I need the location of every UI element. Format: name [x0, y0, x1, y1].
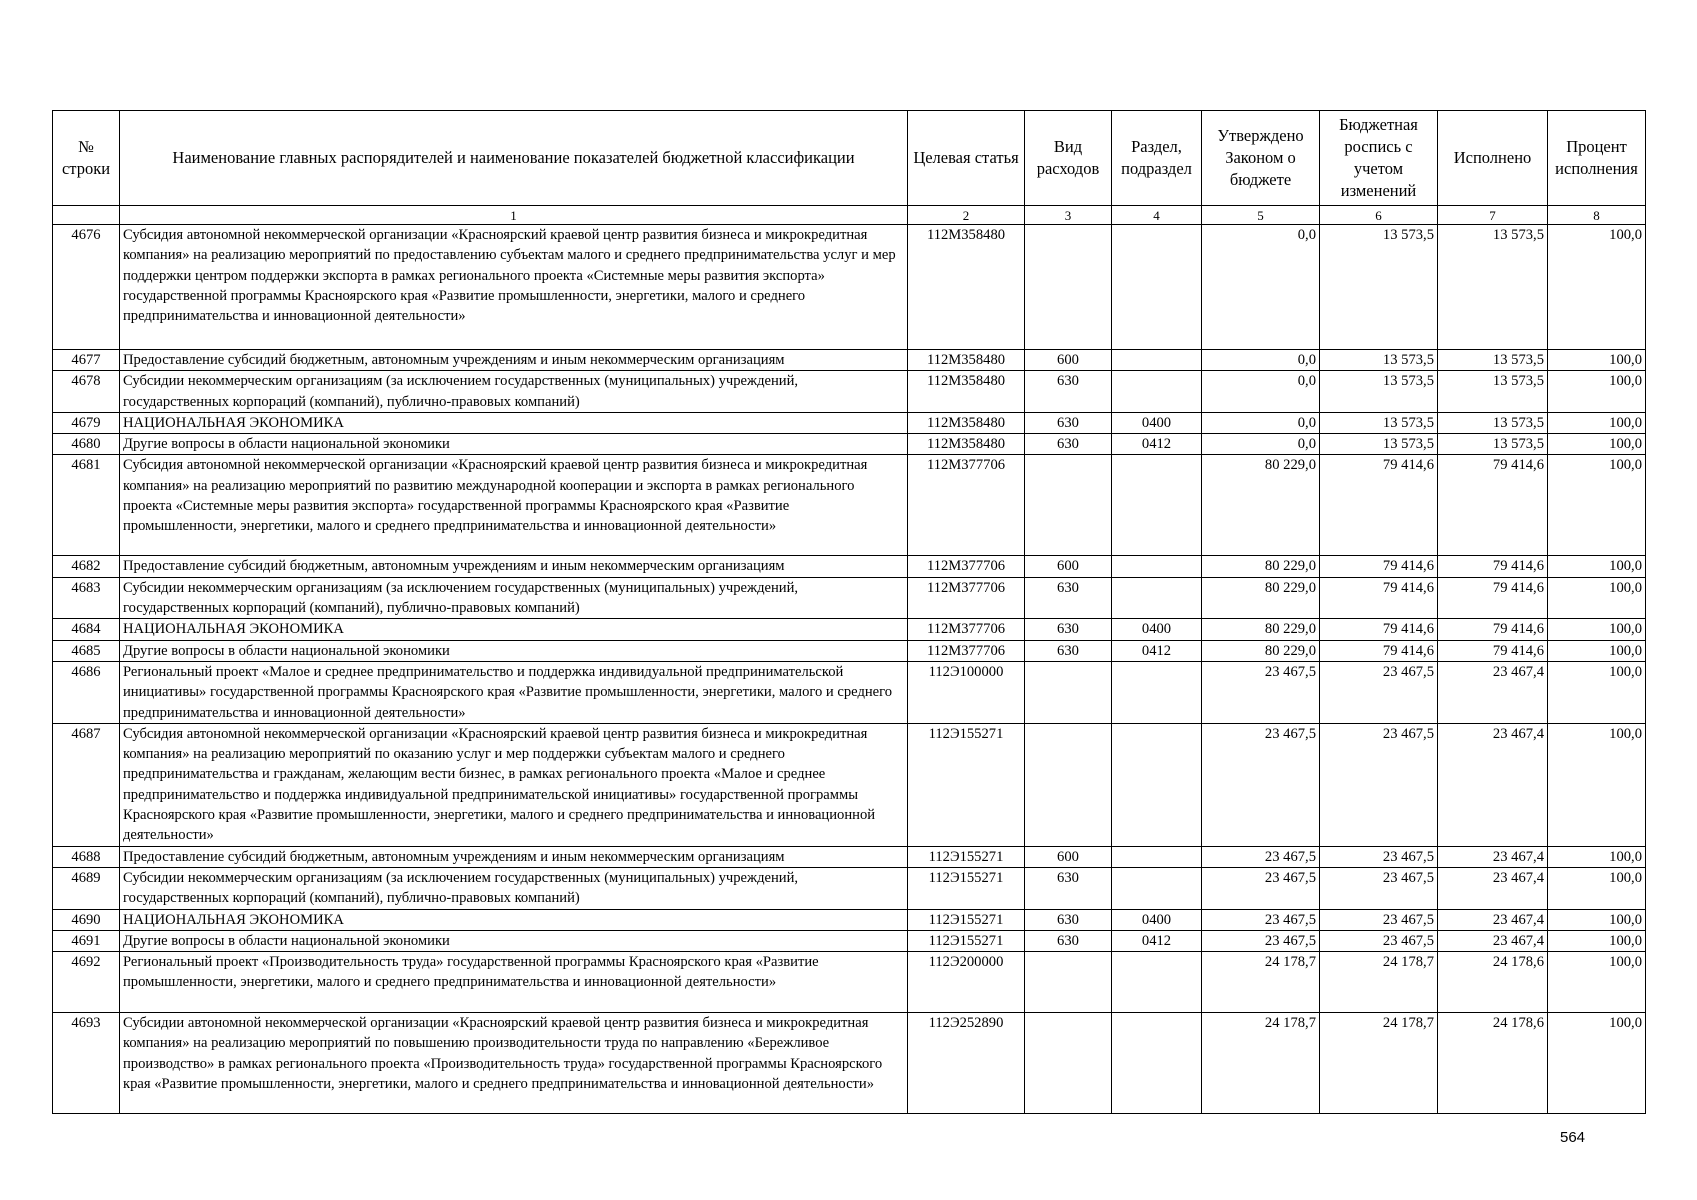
- row-name-cell: Другие вопросы в области национальной экономики: [120, 640, 908, 661]
- table-row: [53, 952, 1646, 1013]
- executed-cell: 23 467,4: [1438, 930, 1548, 951]
- approved-cell: 24 178,7: [1202, 952, 1320, 1013]
- header-name: Наименование главных распорядителей и наименование показателей бюджетной классификации: [120, 111, 908, 206]
- header-section: Раздел, подраздел: [1112, 111, 1202, 206]
- row-number-cell: 4679: [53, 412, 120, 433]
- expense-type-cell: 630: [1025, 619, 1112, 640]
- approved-cell: 80 229,0: [1202, 577, 1320, 619]
- executed-cell: 79 414,6: [1438, 556, 1548, 577]
- page-number: 564: [1560, 1129, 1586, 1146]
- budget-schedule-cell: 23 467,5: [1320, 723, 1438, 846]
- row-name-cell: Субсидия автономной некоммерческой организации «Красноярский краевой центр развития бизнеса и микрокредитная компания» на реализацию мероприятий по развитию международной кооперации и экспорта в рамках регионального проекта «Системные меры развития экспорта» государственной программы Красноярского края «Развитие промышленности, энергетики, малого и среднего предпринимательства и инновационной деятельности»: [120, 455, 908, 556]
- target-article-cell: 112M377706: [908, 640, 1025, 661]
- table-row: [53, 434, 1646, 455]
- percent-cell: 100,0: [1548, 846, 1646, 867]
- row-name-cell: Региональный проект «Малое и среднее предпринимательство и поддержка индивидуальной предпринимательской инициативы» государственной программы Красноярского края «Развитие промышленности, энергетики, малого и среднего предпринимательства и инновационной деятельности»: [120, 661, 908, 723]
- expense-type-cell: [1025, 952, 1112, 1013]
- header-row: [53, 111, 1646, 206]
- table-row: [53, 225, 1646, 350]
- expense-type-cell: 600: [1025, 556, 1112, 577]
- row-name-cell: Другие вопросы в области национальной экономики: [120, 930, 908, 951]
- target-article-cell: 112Э155271: [908, 867, 1025, 909]
- table-row: [53, 1013, 1646, 1114]
- percent-cell: 100,0: [1548, 455, 1646, 556]
- target-article-cell: 112Э155271: [908, 846, 1025, 867]
- percent-cell: 100,0: [1548, 225, 1646, 350]
- column-number: [53, 206, 120, 225]
- row-number-cell: 4689: [53, 867, 120, 909]
- section-cell: 0412: [1112, 640, 1202, 661]
- approved-cell: 23 467,5: [1202, 846, 1320, 867]
- percent-cell: 100,0: [1548, 952, 1646, 1013]
- budget-schedule-cell: 13 573,5: [1320, 434, 1438, 455]
- row-name-cell: Субсидии некоммерческим организациям (за исключением государственных (муниципальных) учреждений, государственных корпораций (компаний), публично-правовых компаний): [120, 371, 908, 413]
- header-percent: Процент исполнения: [1548, 111, 1646, 206]
- expense-type-cell: 630: [1025, 577, 1112, 619]
- header-executed: Исполнено: [1438, 111, 1548, 206]
- budget-schedule-cell: 79 414,6: [1320, 640, 1438, 661]
- percent-cell: 100,0: [1548, 930, 1646, 951]
- column-number: 2: [908, 206, 1025, 225]
- row-name-cell: Другие вопросы в области национальной экономики: [120, 434, 908, 455]
- section-cell: 0400: [1112, 412, 1202, 433]
- header-budget-schedule: Бюджетная роспись с учетом изменений: [1320, 111, 1438, 206]
- header-target-article: Целевая статья: [908, 111, 1025, 206]
- expense-type-cell: 630: [1025, 371, 1112, 413]
- row-number-cell: 4678: [53, 371, 120, 413]
- approved-cell: 23 467,5: [1202, 723, 1320, 846]
- target-article-cell: 112Э155271: [908, 909, 1025, 930]
- target-article-cell: 112M358480: [908, 225, 1025, 350]
- expense-type-cell: 630: [1025, 412, 1112, 433]
- section-cell: [1112, 371, 1202, 413]
- table-row: [53, 930, 1646, 951]
- budget-schedule-cell: 13 573,5: [1320, 225, 1438, 350]
- executed-cell: 24 178,6: [1438, 952, 1548, 1013]
- section-cell: [1112, 867, 1202, 909]
- approved-cell: 0,0: [1202, 225, 1320, 350]
- row-number-cell: 4691: [53, 930, 120, 951]
- approved-cell: 23 467,5: [1202, 661, 1320, 723]
- target-article-cell: 112M358480: [908, 350, 1025, 371]
- budget-schedule-cell: 13 573,5: [1320, 350, 1438, 371]
- executed-cell: 13 573,5: [1438, 412, 1548, 433]
- section-cell: [1112, 661, 1202, 723]
- section-cell: [1112, 723, 1202, 846]
- executed-cell: 23 467,4: [1438, 909, 1548, 930]
- target-article-cell: 112M377706: [908, 455, 1025, 556]
- row-name-cell: Региональный проект «Производительность труда» государственной программы Красноярского края «Развитие промышленности, энергетики, малого и среднего предпринимательства и инновационной деятельности»: [120, 952, 908, 1013]
- target-article-cell: 112M377706: [908, 577, 1025, 619]
- row-number-cell: 4686: [53, 661, 120, 723]
- row-name-cell: Субсидии автономной некоммерческой организации «Красноярский краевой центр развития бизнеса и микрокредитная компания» на реализацию мероприятий по повышению производительности труда по направлению «Бережливое производство» в рамках регионального проекта «Производительность труда» государственной программы Красноярского края «Развитие промышленности, энергетики, малого и среднего предпринимательства и инновационной деятельности»: [120, 1013, 908, 1114]
- expense-type-cell: 630: [1025, 909, 1112, 930]
- executed-cell: 79 414,6: [1438, 640, 1548, 661]
- row-number-cell: 4693: [53, 1013, 120, 1114]
- section-cell: [1112, 577, 1202, 619]
- budget-schedule-cell: 79 414,6: [1320, 577, 1438, 619]
- percent-cell: 100,0: [1548, 909, 1646, 930]
- row-name-cell: Субсидии некоммерческим организациям (за исключением государственных (муниципальных) учреждений, государственных корпораций (компаний), публично-правовых компаний): [120, 577, 908, 619]
- section-cell: [1112, 846, 1202, 867]
- target-article-cell: 112M358480: [908, 412, 1025, 433]
- budget-table: [52, 110, 1646, 1114]
- table-row: [53, 455, 1646, 556]
- budget-schedule-cell: 23 467,5: [1320, 867, 1438, 909]
- approved-cell: 80 229,0: [1202, 556, 1320, 577]
- approved-cell: 0,0: [1202, 434, 1320, 455]
- section-cell: [1112, 455, 1202, 556]
- row-name-cell: НАЦИОНАЛЬНАЯ ЭКОНОМИКА: [120, 619, 908, 640]
- budget-schedule-cell: 23 467,5: [1320, 846, 1438, 867]
- expense-type-cell: 630: [1025, 640, 1112, 661]
- section-cell: [1112, 952, 1202, 1013]
- row-number-cell: 4688: [53, 846, 120, 867]
- expense-type-cell: 630: [1025, 930, 1112, 951]
- section-cell: [1112, 1013, 1202, 1114]
- expense-type-cell: [1025, 1013, 1112, 1114]
- row-name-cell: Субсидия автономной некоммерческой организации «Красноярский краевой центр развития бизнеса и микрокредитная компания» на реализацию мероприятий по оказанию услуг и мер поддержки субъектам малого и среднего предпринимательства и гражданам, желающим вести бизнес, в рамках регионального проекта «Малое и среднее предпринимательство и поддержка индивидуальной предпринимательской инициативы» государственной программы Красноярского края «Развитие промышленности, энергетики, малого и среднего предпринимательства и инновационной деятельности»: [120, 723, 908, 846]
- row-name-cell: НАЦИОНАЛЬНАЯ ЭКОНОМИКА: [120, 412, 908, 433]
- percent-cell: 100,0: [1548, 350, 1646, 371]
- executed-cell: 23 467,4: [1438, 661, 1548, 723]
- expense-type-cell: 600: [1025, 350, 1112, 371]
- header-expense-type: Вид расходов: [1025, 111, 1112, 206]
- table-body: [53, 225, 1646, 1114]
- target-article-cell: 112Э155271: [908, 930, 1025, 951]
- budget-schedule-cell: 23 467,5: [1320, 661, 1438, 723]
- approved-cell: 80 229,0: [1202, 619, 1320, 640]
- approved-cell: 80 229,0: [1202, 455, 1320, 556]
- expense-type-cell: 630: [1025, 867, 1112, 909]
- approved-cell: 23 467,5: [1202, 930, 1320, 951]
- table-row: [53, 350, 1646, 371]
- percent-cell: 100,0: [1548, 723, 1646, 846]
- target-article-cell: 112Э200000: [908, 952, 1025, 1013]
- row-name-cell: Предоставление субсидий бюджетным, автономным учреждениям и иным некоммерческим организациям: [120, 350, 908, 371]
- table-row: [53, 846, 1646, 867]
- executed-cell: 24 178,6: [1438, 1013, 1548, 1114]
- executed-cell: 13 573,5: [1438, 434, 1548, 455]
- budget-schedule-cell: 24 178,7: [1320, 1013, 1438, 1114]
- percent-cell: 100,0: [1548, 640, 1646, 661]
- column-number: 8: [1548, 206, 1646, 225]
- table-row: [53, 661, 1646, 723]
- approved-cell: 0,0: [1202, 412, 1320, 433]
- executed-cell: 23 467,4: [1438, 723, 1548, 846]
- target-article-cell: 112Э155271: [908, 723, 1025, 846]
- expense-type-cell: 600: [1025, 846, 1112, 867]
- percent-cell: 100,0: [1548, 434, 1646, 455]
- section-cell: 0412: [1112, 434, 1202, 455]
- row-number-cell: 4690: [53, 909, 120, 930]
- column-number: 5: [1202, 206, 1320, 225]
- table-row: [53, 577, 1646, 619]
- table-row: [53, 556, 1646, 577]
- approved-cell: 24 178,7: [1202, 1013, 1320, 1114]
- section-cell: [1112, 556, 1202, 577]
- executed-cell: 13 573,5: [1438, 350, 1548, 371]
- budget-schedule-cell: 23 467,5: [1320, 909, 1438, 930]
- row-number-cell: 4680: [53, 434, 120, 455]
- target-article-cell: 112M377706: [908, 556, 1025, 577]
- budget-schedule-cell: 13 573,5: [1320, 371, 1438, 413]
- target-article-cell: 112Э252890: [908, 1013, 1025, 1114]
- table-row: [53, 640, 1646, 661]
- row-number-cell: 4676: [53, 225, 120, 350]
- column-number: 3: [1025, 206, 1112, 225]
- expense-type-cell: 630: [1025, 434, 1112, 455]
- approved-cell: 0,0: [1202, 371, 1320, 413]
- approved-cell: 23 467,5: [1202, 867, 1320, 909]
- row-number-cell: 4683: [53, 577, 120, 619]
- executed-cell: 79 414,6: [1438, 577, 1548, 619]
- executed-cell: 23 467,4: [1438, 846, 1548, 867]
- percent-cell: 100,0: [1548, 371, 1646, 413]
- row-name-cell: Предоставление субсидий бюджетным, автономным учреждениям и иным некоммерческим организациям: [120, 556, 908, 577]
- executed-cell: 79 414,6: [1438, 619, 1548, 640]
- budget-schedule-cell: 79 414,6: [1320, 556, 1438, 577]
- section-cell: [1112, 225, 1202, 350]
- section-cell: 0400: [1112, 619, 1202, 640]
- expense-type-cell: [1025, 455, 1112, 556]
- table-row: [53, 371, 1646, 413]
- row-number-cell: 4684: [53, 619, 120, 640]
- row-number-cell: 4682: [53, 556, 120, 577]
- row-number-cell: 4692: [53, 952, 120, 1013]
- target-article-cell: 112Э100000: [908, 661, 1025, 723]
- header-approved: Утверждено Законом о бюджете: [1202, 111, 1320, 206]
- percent-cell: 100,0: [1548, 867, 1646, 909]
- row-name-cell: НАЦИОНАЛЬНАЯ ЭКОНОМИКА: [120, 909, 908, 930]
- budget-schedule-cell: 24 178,7: [1320, 952, 1438, 1013]
- percent-cell: 100,0: [1548, 1013, 1646, 1114]
- table-row: [53, 412, 1646, 433]
- header-row-number: № строки: [53, 111, 120, 206]
- table-row: [53, 867, 1646, 909]
- column-number: 4: [1112, 206, 1202, 225]
- budget-schedule-cell: 79 414,6: [1320, 455, 1438, 556]
- percent-cell: 100,0: [1548, 556, 1646, 577]
- target-article-cell: 112M358480: [908, 371, 1025, 413]
- row-name-cell: Субсидия автономной некоммерческой организации «Красноярский краевой центр развития бизнеса и микрокредитная компания» на реализацию мероприятий по предоставлению субъектам малого и среднего предпринимательства услуг и мер поддержки центром поддержки экспорта в рамках регионального проекта «Системные меры развития экспорта» государственной программы Красноярского края «Развитие промышленности, энергетики, малого и среднего предпринимательства и инновационной деятельности»: [120, 225, 908, 350]
- percent-cell: 100,0: [1548, 619, 1646, 640]
- column-number: 7: [1438, 206, 1548, 225]
- column-number: 1: [120, 206, 908, 225]
- approved-cell: 0,0: [1202, 350, 1320, 371]
- budget-schedule-cell: 79 414,6: [1320, 619, 1438, 640]
- target-article-cell: 112M377706: [908, 619, 1025, 640]
- approved-cell: 23 467,5: [1202, 909, 1320, 930]
- column-number: 6: [1320, 206, 1438, 225]
- column-number-row: [53, 206, 1646, 225]
- executed-cell: 23 467,4: [1438, 867, 1548, 909]
- row-number-cell: 4685: [53, 640, 120, 661]
- executed-cell: 13 573,5: [1438, 225, 1548, 350]
- section-cell: 0412: [1112, 930, 1202, 951]
- row-number-cell: 4677: [53, 350, 120, 371]
- expense-type-cell: [1025, 225, 1112, 350]
- executed-cell: 79 414,6: [1438, 455, 1548, 556]
- table-row: [53, 909, 1646, 930]
- percent-cell: 100,0: [1548, 412, 1646, 433]
- percent-cell: 100,0: [1548, 577, 1646, 619]
- executed-cell: 13 573,5: [1438, 371, 1548, 413]
- row-name-cell: Субсидии некоммерческим организациям (за исключением государственных (муниципальных) учреждений, государственных корпораций (компаний), публично-правовых компаний): [120, 867, 908, 909]
- table-row: [53, 723, 1646, 846]
- approved-cell: 80 229,0: [1202, 640, 1320, 661]
- section-cell: [1112, 350, 1202, 371]
- target-article-cell: 112M358480: [908, 434, 1025, 455]
- expense-type-cell: [1025, 723, 1112, 846]
- budget-schedule-cell: 13 573,5: [1320, 412, 1438, 433]
- row-name-cell: Предоставление субсидий бюджетным, автономным учреждениям и иным некоммерческим организациям: [120, 846, 908, 867]
- budget-schedule-cell: 23 467,5: [1320, 930, 1438, 951]
- expense-type-cell: [1025, 661, 1112, 723]
- row-number-cell: 4687: [53, 723, 120, 846]
- row-number-cell: 4681: [53, 455, 120, 556]
- section-cell: 0400: [1112, 909, 1202, 930]
- table-row: [53, 619, 1646, 640]
- percent-cell: 100,0: [1548, 661, 1646, 723]
